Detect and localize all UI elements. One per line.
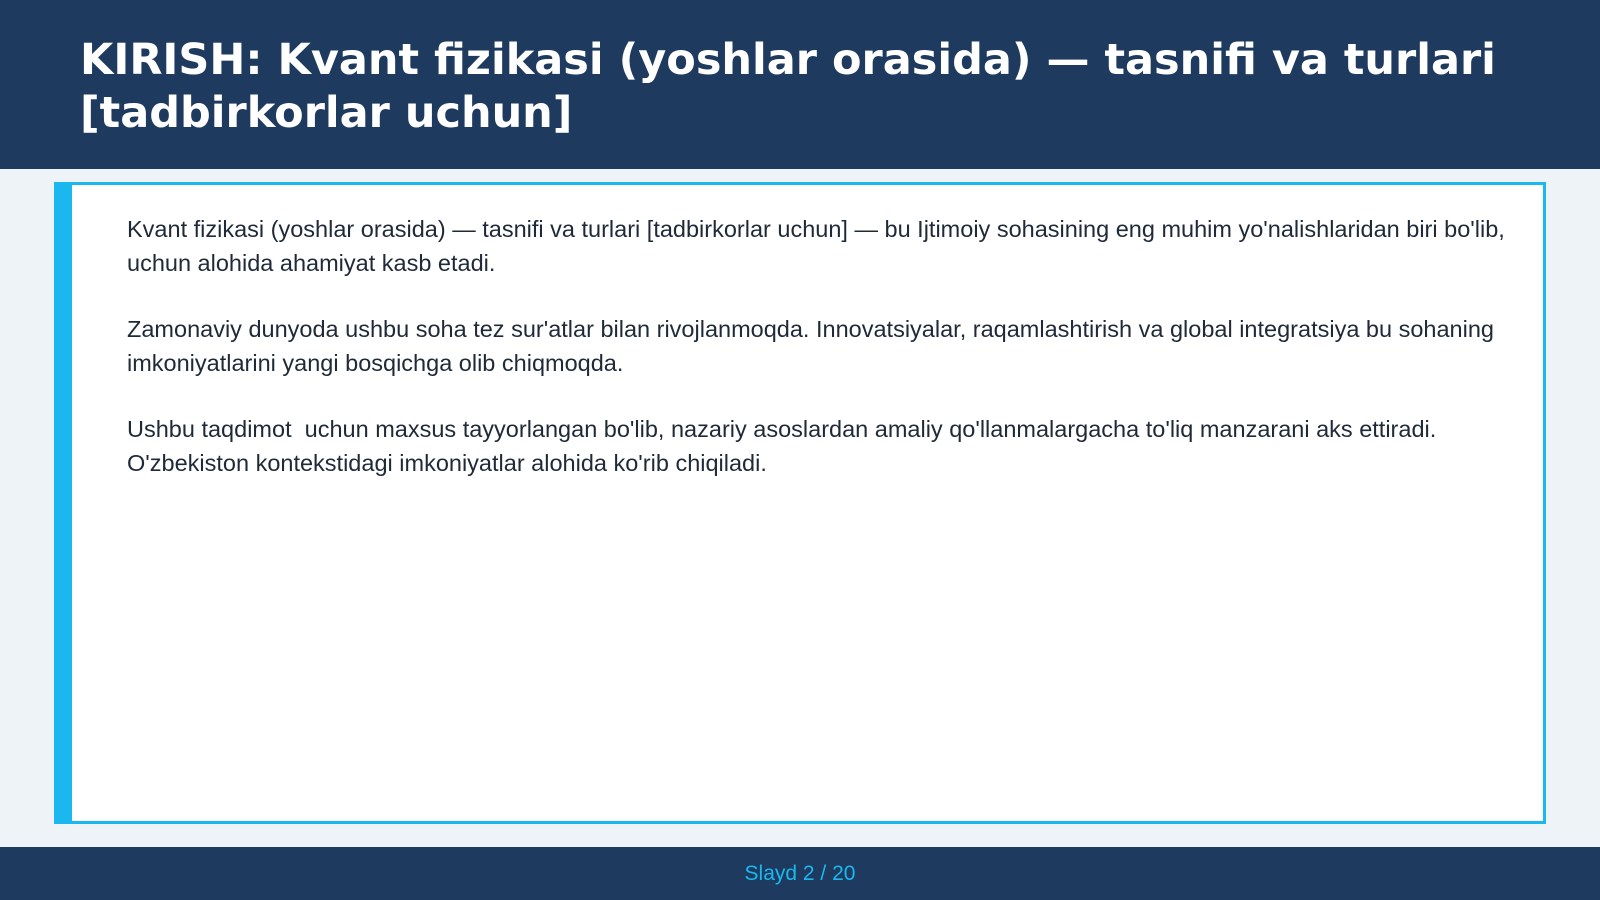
paragraph-presentation-purpose: Ushbu taqdimot uchun maxsus tayyorlangan bo'lib, nazariy asoslardan amaliy qo'llanmalargacha to'liq manzarani aks ettiradi. O'zbekiston kontekstidagi imkoniyatlar alohida ko'rib chiqiladi. (127, 416, 1443, 476)
content-body (127, 213, 1518, 513)
slide-title: KIRISH: Kvant fizikasi (yoshlar orasida) — tasnifi va turlari [tadbirkorlar uchun] (80, 35, 1496, 138)
paragraph-intro: Kvant fizikasi (yoshlar orasida) — tasnifi va turlari [tadbirkorlar uchun] — bu Ijtimoiy sohasining eng muhim yo'nalishlaridan biri bo'lib, uchun alohida ahamiyat kasb etadi. (127, 216, 1518, 276)
paragraph-modern-world: Zamonaviy dunyoda ushbu soha tez sur'atlar bilan rivojlanmoqda. Innovatsiyalar, raqamlashtirish va global integratsiya bu sohaning imkoniyatlarini yangi bosqichga olib chiqmoqda. (127, 316, 1501, 376)
slide-header (0, 0, 1600, 169)
slide-number: Slayd 2 / 20 (744, 862, 856, 885)
slide-footer (0, 847, 1600, 900)
content-card (54, 182, 1546, 824)
